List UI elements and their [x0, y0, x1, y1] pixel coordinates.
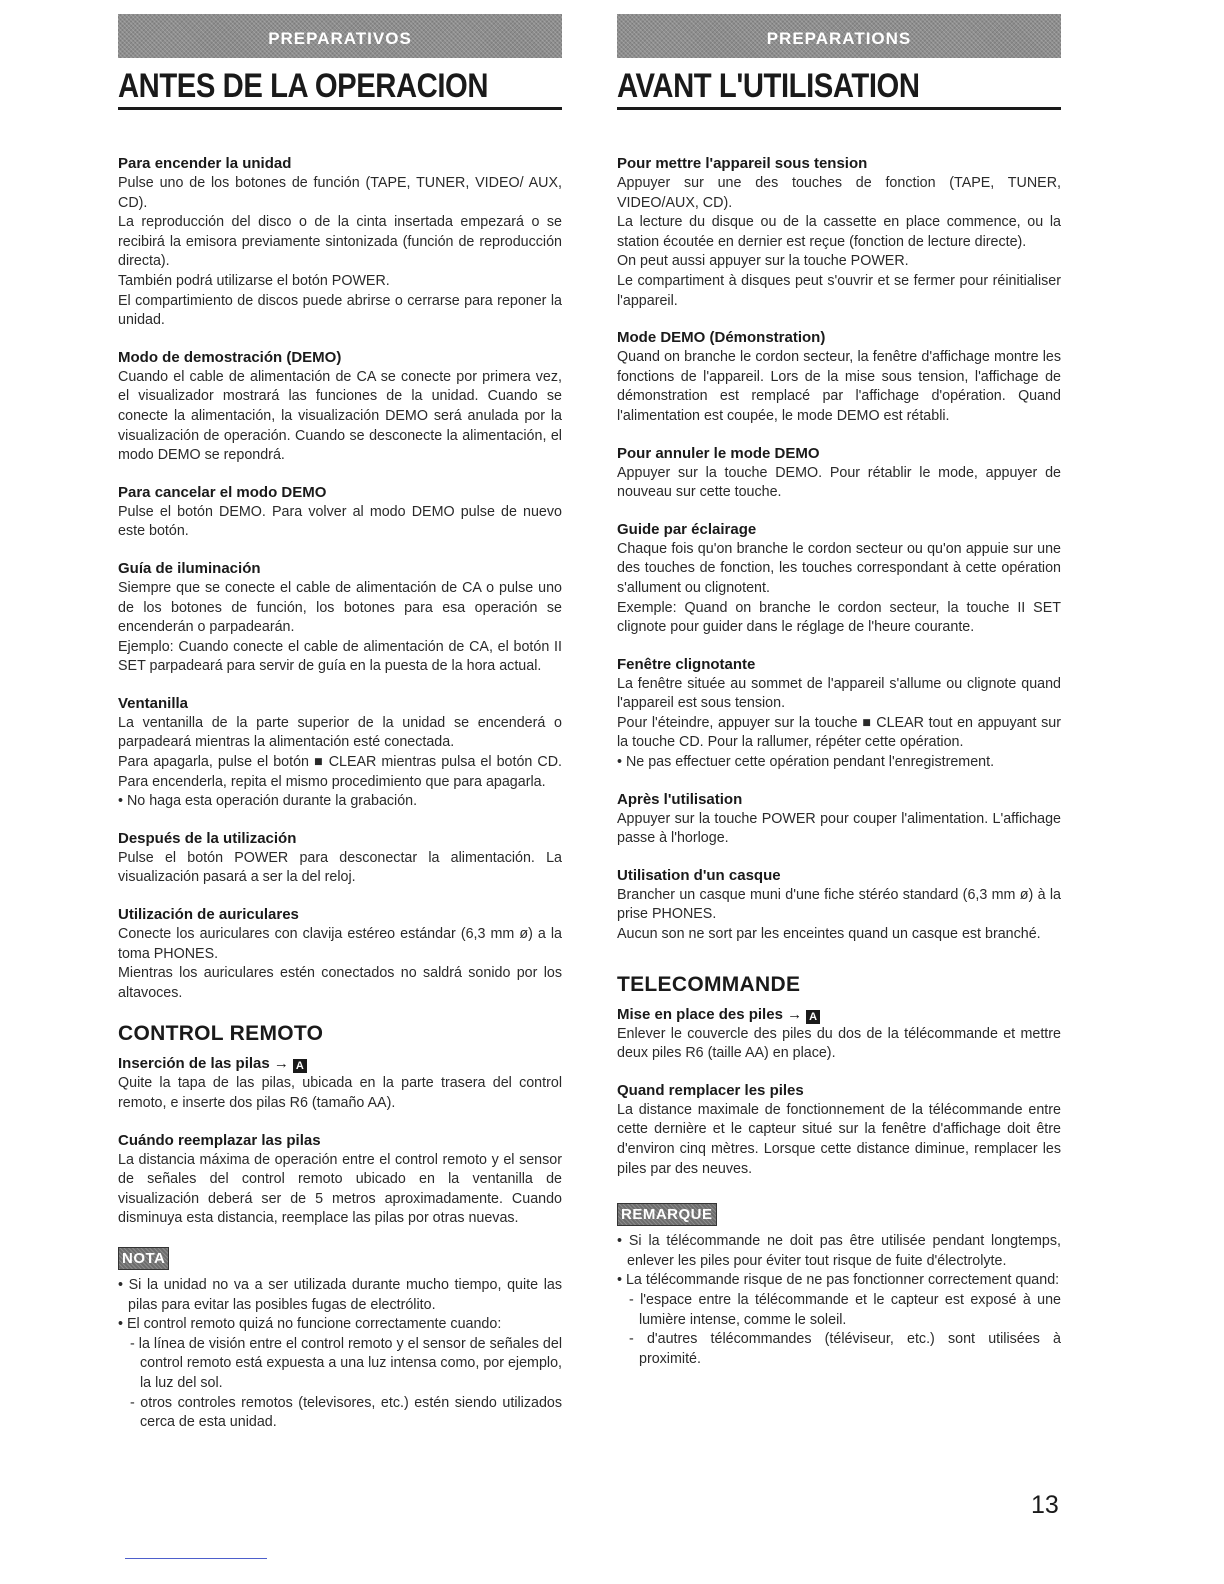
- section-heading: Quand remplacer les piles: [617, 1081, 804, 1099]
- note-item: • Si la télécommande ne doit pas être utilisée pendant longtemps, enlever les piles pour éviter tout risque de fuite d'électrolyte.: [617, 1233, 1061, 1269]
- section-heading: Guía de iluminación: [118, 559, 261, 577]
- heading-text: Mise en place des piles →: [617, 1005, 803, 1023]
- remote-title: CONTROL REMOTO: [118, 1022, 324, 1046]
- section-text: Brancher un casque muni d'une fiche stéréo standard (6,3 mm ø) à la prise PHONES. Aucun son ne sort par les enceintes quand un casque est branché.: [617, 886, 1061, 943]
- section: [118, 905, 562, 1003]
- section-heading: Cuándo reemplazar las pilas: [118, 1131, 321, 1149]
- section: [118, 154, 562, 331]
- section: [617, 1005, 1061, 1064]
- section-heading: Modo de demostración (DEMO): [118, 348, 342, 366]
- section: [617, 866, 1061, 945]
- section: [118, 348, 562, 466]
- section-text: La distance maximale de fonctionnement de la télécommande entre cette dernière et le capteur situé sur la fenêtre d'affichage doit être d'environ cinq mètres. Lorsque cette distance diminue, remplacer les piles par des neuves.: [617, 1101, 1061, 1177]
- section-banner: [617, 14, 1061, 58]
- page-number: 13: [1031, 1491, 1059, 1519]
- section-heading: Guide par éclairage: [617, 520, 757, 538]
- section-heading: Pour annuler le mode DEMO: [617, 444, 820, 462]
- section-text: Quand on branche le cordon secteur, la fenêtre d'affichage montre les fonctions de l'appareil. Lors de la mise sous tension, l'affichage de démonstration est remplacé par l'affichage d'opération. Quand l'alimentation est coupée, le mode DEMO est rétabli.: [617, 349, 1061, 424]
- section: [118, 559, 562, 677]
- note-item: • La télécommande risque de ne pas fonctionner correctement quand:: [617, 1272, 1060, 1289]
- heading-text: Inserción de las pilas →: [118, 1055, 289, 1073]
- note-list: [118, 1276, 562, 1433]
- section-text: Pulse el botón DEMO. Para volver al modo DEMO pulse de nuevo este botón.: [118, 503, 562, 540]
- section-text: La ventanilla de la parte superior de la unidad se encenderá o parpadeará mientras la alimentación esté conectada. Para apagarla, pulse el botón ■ CLEAR mientras pulsa el botón CD. Para encenderla, repita el mismo procedimiento que para apagarla. • No haga esta operación durante la grabación.: [118, 714, 562, 810]
- figure-a-icon: A: [293, 1059, 307, 1073]
- section-heading: Después de la utilización: [118, 829, 297, 847]
- section: [617, 328, 1061, 426]
- section-text: Chaque fois qu'on branche le cordon secteur ou qu'on appuie sur une des touches de fonction, les touches correspondant à cette opération s'allument ou clignotent. Exemple: Quand on branche le cordon secteur, la touche II SET clignote pour guider dans le réglage de l'heure courante.: [617, 540, 1061, 636]
- section-banner: [118, 14, 562, 58]
- section: [118, 483, 562, 542]
- note-item: • El control remoto quizá no funcione correctamente cuando:: [118, 1316, 502, 1333]
- section-text: Enlever le couvercle des piles du dos de la télécommande et mettre deux piles R6 (taille AA) en place).: [617, 1025, 1061, 1062]
- section: [617, 444, 1061, 503]
- note-subitem: - d'autres télécommandes (téléviseur, etc.) sont utilisées à proximité.: [629, 1331, 1061, 1367]
- section: [617, 655, 1061, 773]
- page-title: AVANT L'UTILISATION: [617, 67, 920, 105]
- section-text: La distancia máxima de operación entre el control remoto y el sensor de señales del control remoto ubicado en la ventanilla de visualización deberá ser de 5 metros aproximadamente. Cuando disminuya esta distancia, reemplace las pilas por otras nuevas.: [118, 1151, 562, 1227]
- section-heading: Pour mettre l'appareil sous tension: [617, 155, 868, 172]
- note-subitem: - la línea de visión entre el control remoto y el sensor de señales del control remoto está expuesta a una luz intensa como, por ejemplo, la luz del sol.: [130, 1335, 562, 1391]
- title-rule: [118, 107, 562, 110]
- figure-a-icon: A: [806, 1010, 820, 1024]
- section-heading: Mode DEMO (Démonstration): [617, 329, 826, 347]
- section-heading: Utilisation d'un casque: [617, 866, 781, 884]
- section-text: Appuyer sur la touche POWER pour couper l'alimentation. L'affichage passe à l'horloge.: [617, 810, 1061, 847]
- section-text: Conecte los auriculares con clavija estéreo estándar (6,3 mm ø) a la toma PHONES. Mientras los auriculares estén conectados no saldrá sonido por los altavoces.: [118, 926, 562, 1001]
- note-list: [617, 1232, 1061, 1369]
- section-heading: Après l'utilisation: [617, 790, 743, 808]
- section-text: Cuando el cable de alimentación de CA se conecte por primera vez, el visualizador mostrará las funciones de la unidad. Cuando se conecte la alimentación, la visualización DEMO será anulada por la visualización de operación. Cuando se desconecte la alimentación, el modo DEMO se repondrá.: [118, 368, 562, 464]
- section: [617, 1081, 1061, 1179]
- note-badge: REMARQUE: [617, 1203, 717, 1226]
- footer-line: [125, 1558, 267, 1559]
- note-subitem: - l'espace entre la télécommande et le capteur est exposé à une lumière intense, comme le soleil.: [629, 1291, 1061, 1328]
- section-heading: [617, 1005, 1061, 1025]
- section: [118, 1131, 562, 1229]
- remote-title: TELECOMMANDE: [617, 972, 801, 996]
- section-text: Pulse el botón POWER para desconectar la alimentación. La visualización pasará a ser la del reloj.: [118, 849, 562, 886]
- banner-label: PREPARATIONS: [766, 29, 912, 48]
- section: [118, 694, 562, 812]
- section: [617, 520, 1061, 638]
- section: [118, 1054, 562, 1113]
- section-text: Quite la tapa de las pilas, ubicada en la parte trasera del control remoto, e inserte dos pilas R6 (tamaño AA).: [118, 1075, 562, 1111]
- right-body: [617, 154, 1061, 1369]
- banner-label: PREPARATIVOS: [268, 29, 412, 48]
- section-text: Siempre que se conecte el cable de alimentación de CA o pulse uno de los botones de función, los botones para esa operación se encenderán o parpadearán. Ejemplo: Cuando conecte el cable de alimentación de CA, el botón II SET parpadeará para servir de guía en la puesta de la hora actual.: [118, 579, 562, 675]
- section-heading: [118, 1054, 562, 1074]
- section: [617, 790, 1061, 849]
- section-text: Appuyer sur une des touches de fonction (TAPE, TUNER, VIDEO/AUX, CD). La lecture du disque ou de la cassette en place commence, ou la station écoutée en dernier est reçue (fonction de lecture directe). On peut aussi appuyer sur la touche POWER. Le compartiment à disques peut s'ouvrir et se fermer pour réinitialiser l'appareil.: [617, 175, 1061, 309]
- title-rule: [617, 107, 1061, 110]
- left-body: [118, 154, 562, 1433]
- section-text: Appuyer sur la touche DEMO. Pour rétablir le mode, appuyer de nouveau sur cette touche.: [617, 464, 1061, 501]
- section-heading: Para cancelar el modo DEMO: [118, 483, 327, 501]
- section-heading: Utilización de auriculares: [118, 906, 299, 924]
- section: [617, 154, 1061, 311]
- note-block: [118, 1247, 562, 1433]
- section-heading: Para encender la unidad: [118, 155, 292, 172]
- section-heading: Ventanilla: [118, 694, 189, 712]
- note-block: [617, 1203, 1061, 1369]
- section-text: Pulse uno de los botones de función (TAPE, TUNER, VIDEO/ AUX, CD). La reproducción del disco o de la cinta insertada empezará o se recibirá la emisora previamente sintonizada (función de reproducción directa). También podrá utilizarse el botón POWER. El compartimiento de discos puede abrirse o cerrarse para reponer la unidad.: [118, 175, 562, 329]
- section-heading: Fenêtre clignotante: [617, 655, 756, 673]
- section-text: La fenêtre située au sommet de l'appareil s'allume ou clignote quand l'appareil est sous tension. Pour l'éteindre, appuyer sur la touche ■ CLEAR tout en appuyant sur la touche CD. Pour la rallumer, répéter cette opération. • Ne pas effectuer cette opération pendant l'enregistrement.: [617, 675, 1061, 771]
- note-badge: NOTA: [118, 1247, 169, 1270]
- note-item: • Si la unidad no va a ser utilizada durante mucho tiempo, quite las pilas para evitar las posibles fugas de electrólito.: [118, 1276, 562, 1313]
- section: [118, 829, 562, 888]
- page-title: ANTES DE LA OPERACION: [118, 67, 489, 105]
- note-subitem: - otros controles remotos (televisores, etc.) estén siendo utilizados cerca de esta unidad.: [130, 1394, 562, 1431]
